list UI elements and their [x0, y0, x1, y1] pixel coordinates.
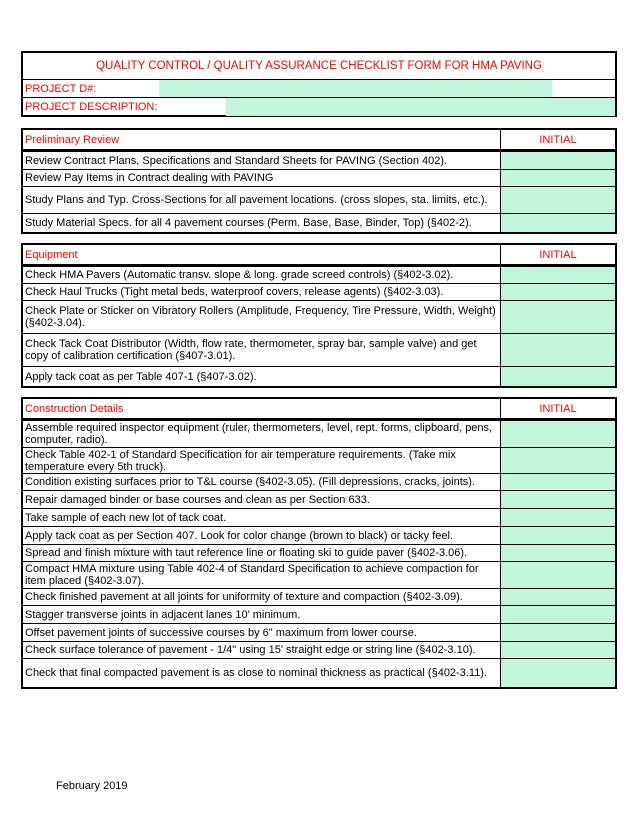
initial-field[interactable]	[501, 659, 615, 687]
checklist-item: Take sample of each new lot of tack coat.	[23, 509, 501, 526]
project-id-label: PROJECT D#:	[25, 82, 97, 95]
initial-header: INITIAL	[501, 130, 615, 149]
checklist-item: Review Pay Items in Contract dealing with PAVING	[23, 170, 501, 186]
checklist-row	[23, 623, 615, 641]
checklist-item: Offset pavement joints of successive courses by 6" maximum from lower course.	[23, 624, 501, 641]
checklist-row	[23, 300, 615, 333]
checklist-row	[23, 561, 615, 588]
initial-field[interactable]	[501, 509, 615, 526]
initial-field[interactable]	[501, 491, 615, 508]
initial-field[interactable]	[501, 284, 615, 300]
initial-field[interactable]	[501, 187, 615, 213]
section-header	[23, 399, 615, 420]
checklist-item: Assemble required inspector equipment (ruler, thermometers, level, rept. forms, clipboard, pens, computer, radio).	[23, 421, 501, 447]
initial-field[interactable]	[501, 562, 615, 588]
checklist-item: Spread and finish mixture with taut reference line or floating ski to guide paver (§402-3.06).	[23, 545, 501, 561]
section-header	[23, 130, 615, 151]
checklist-row	[23, 447, 615, 473]
preliminary-review-section	[21, 128, 617, 234]
section-title: Construction Details	[23, 399, 501, 418]
checklist-item: Study Plans and Typ. Cross-Sections for all pavement locations. (cross slopes, sta. limits, etc.).	[23, 187, 501, 213]
construction-details-section	[21, 397, 617, 689]
checklist-item: Study Material Specs. for all 4 pavement courses (Perm. Base, Base, Binder, Top) (§402-2).	[23, 214, 501, 232]
checklist-item: Check finished pavement at all joints for uniformity of texture and compaction (§402-3.09).	[23, 589, 501, 605]
initial-field[interactable]	[501, 170, 615, 186]
checklist-row	[23, 605, 615, 623]
initial-field[interactable]	[501, 367, 615, 386]
checklist-row	[23, 641, 615, 658]
checklist-row	[23, 151, 615, 169]
initial-field[interactable]	[501, 152, 615, 169]
checklist-item: Check Table 402-1 of Standard Specification for air temperature requirements. (Take mix temperature every 5th truck).	[23, 448, 501, 473]
checklist-row	[23, 283, 615, 300]
section-header	[23, 245, 615, 266]
checklist-row	[23, 508, 615, 526]
initial-field[interactable]	[501, 474, 615, 490]
project-id-field[interactable]	[159, 80, 552, 97]
initial-field[interactable]	[501, 527, 615, 544]
checklist-row	[23, 588, 615, 605]
checklist-row	[23, 658, 615, 687]
initial-field[interactable]	[501, 448, 615, 473]
checklist-item: Apply tack coat as per Table 407-1 (§407-3.02).	[23, 367, 501, 386]
initial-field[interactable]	[501, 334, 615, 366]
checklist-item: Check Haul Trucks (Tight metal beds, waterproof covers, release agents) (§402-3.03).	[23, 284, 501, 300]
initial-header: INITIAL	[501, 245, 615, 264]
checklist-item: Check Plate or Sticker on Vibratory Rollers (Amplitude, Frequency, Tire Pressure, Width, Weight) (§402-3.04).	[23, 301, 501, 333]
initial-field[interactable]	[501, 545, 615, 561]
checklist-item: Check HMA Pavers (Automatic transv. slope & long. grade screed controls) (§402-3.02).	[23, 267, 501, 283]
checklist-item: Check that final compacted pavement is as close to nominal thickness as practical (§402-3.11).	[23, 659, 501, 687]
equipment-section	[21, 243, 617, 388]
checklist-row	[23, 366, 615, 386]
initial-field[interactable]	[501, 267, 615, 283]
header-box	[21, 51, 617, 117]
checklist-item: Check Tack Coat Distributor (Width, flow rate, thermometer, spray bar, sample valve) and get copy of calibration certification (§407-3.01).	[23, 334, 501, 366]
initial-header: INITIAL	[501, 399, 615, 418]
project-description-row	[23, 98, 615, 116]
initial-field[interactable]	[501, 589, 615, 605]
checklist-row	[23, 420, 615, 447]
checklist-item: Repair damaged binder or base courses and clean as per Section 633.	[23, 491, 501, 508]
initial-field[interactable]	[501, 421, 615, 447]
checklist-row	[23, 169, 615, 186]
checklist-row	[23, 266, 615, 283]
initial-field[interactable]	[501, 214, 615, 232]
checklist-item: Check surface tolerance of pavement - 1/4" using 15' straight edge or string line (§402-3.10).	[23, 642, 501, 658]
checklist-row	[23, 213, 615, 232]
form-title: QUALITY CONTROL / QUALITY ASSURANCE CHECKLIST FORM FOR HMA PAVING	[23, 53, 615, 80]
checklist-item: Apply tack coat as per Section 407. Look for color change (brown to black) or tacky feel.	[23, 527, 501, 544]
initial-field[interactable]	[501, 301, 615, 333]
checklist-row	[23, 544, 615, 561]
checklist-item: Review Contract Plans, Specifications and Standard Sheets for PAVING (Section 402).	[23, 152, 501, 169]
section-title: Preliminary Review	[23, 130, 501, 149]
initial-field[interactable]	[501, 624, 615, 641]
initial-field[interactable]	[501, 606, 615, 623]
checklist-row	[23, 333, 615, 366]
checklist-row	[23, 186, 615, 213]
footer-date: February 2019	[56, 780, 128, 792]
checklist-row	[23, 473, 615, 490]
checklist-row	[23, 526, 615, 544]
project-id-row	[23, 80, 615, 98]
section-title: Equipment	[23, 245, 501, 264]
checklist-item: Stagger transverse joints in adjacent lanes 10' minimum.	[23, 606, 501, 623]
checklist-item: Condition existing surfaces prior to T&L course (§402-3.05). (Fill depressions, cracks, joints).	[23, 474, 501, 490]
checklist-row	[23, 490, 615, 508]
project-description-label: PROJECT DESCRIPTION:	[25, 101, 158, 113]
initial-field[interactable]	[501, 642, 615, 658]
checklist-item: Compact HMA mixture using Table 402-4 of Standard Specification to achieve compaction for item placed (§402-3.07).	[23, 562, 501, 588]
project-description-field[interactable]	[226, 98, 615, 116]
